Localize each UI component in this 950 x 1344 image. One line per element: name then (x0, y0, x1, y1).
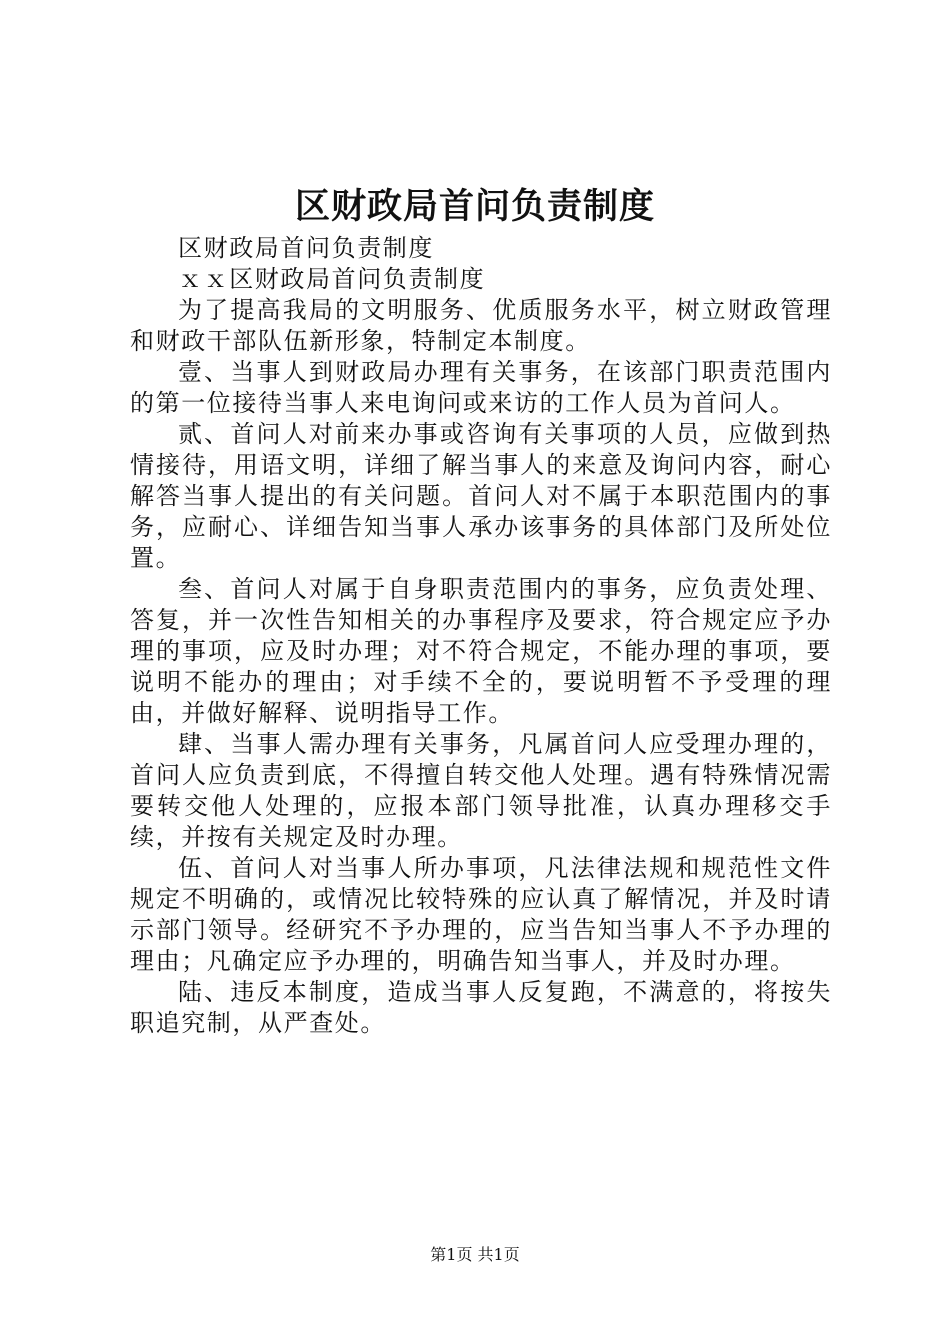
paragraph-article-3: 叁、首问人对属于自身职责范围内的事务，应负责处理、答复，并一次性告知相关的办事程序及要求，符合规定应予办理的事项，应及时办理；对不符合规定，不能办理的事项，要说明不能办的理由；对手续不全的，要说明暂不予受理的理由，并做好解释、说明指导工作。 (130, 575, 832, 727)
paragraph-article-4: 肆、当事人需办理有关事务，凡属首问人应受理办理的，首问人应负责到底，不得擅自转交他人处理。遇有特殊情况需要转交他人处理的，应报本部门领导批准，认真办理移交手续，并按有关规定及时办理。 (130, 730, 832, 851)
document-title: 区财政局首问负责制度 (294, 186, 655, 227)
paragraph-article-6: 陆、违反本制度，造成当事人反复跑，不满意的，将按失职追究制，从严查处。 (130, 978, 832, 1037)
page-number-footer: 第1页 共1页 (430, 1245, 520, 1264)
paragraph-heading-repeat: 区财政局首问负责制度 (178, 234, 434, 262)
document-body (130, 233, 832, 1039)
paragraph-subtitle: ｘｘ区财政局首问负责制度 (178, 265, 486, 293)
paragraph-article-2: 贰、首问人对前来办事或咨询有关事项的人员，应做到热情接待，用语文明，详细了解当事人的来意及询问内容，耐心解答当事人提出的有关问题。首问人对不属于本职范围内的事务，应耐心、详细告知当事人承办该事务的具体部门及所处位置。 (130, 420, 832, 572)
paragraph-article-5: 伍、首问人对当事人所办事项，凡法律法规和规范性文件规定不明确的，或情况比较特殊的应认真了解情况，并及时请示部门领导。经研究不予办理的，应当告知当事人不予办理的理由；凡确定应予办理的，明确告知当事人，并及时办理。 (130, 854, 832, 975)
paragraph-intro: 为了提高我局的文明服务、优质服务水平，树立财政管理和财政干部队伍新形象，特制定本制度。 (130, 296, 832, 355)
paragraph-article-1: 壹、当事人到财政局办理有关事务，在该部门职责范围内的第一位接待当事人来电询问或来访的工作人员为首问人。 (130, 358, 832, 417)
